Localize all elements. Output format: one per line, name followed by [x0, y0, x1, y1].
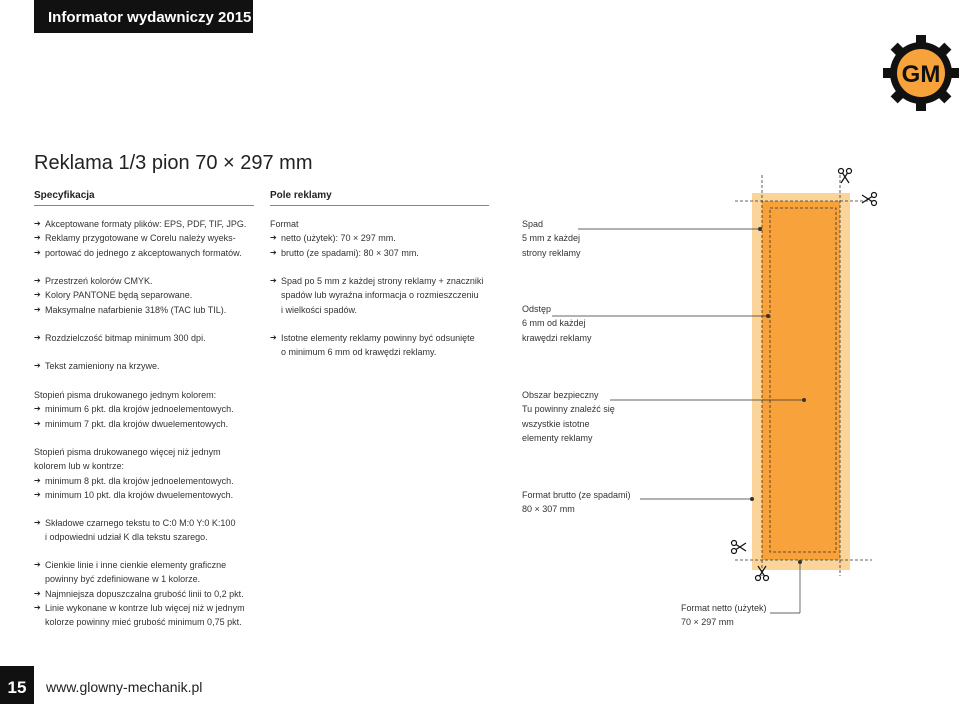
label-spad-title: Spad	[522, 219, 544, 229]
header-title: Informator wydawniczy 2015	[48, 9, 252, 26]
list-item: ➔ Spad po 5 mm z każdej strony reklamy + znaczniki	[270, 274, 483, 288]
scissors-icon	[839, 169, 852, 184]
spec-group-font-size-multi	[34, 445, 234, 502]
spec-group-black-text	[34, 516, 235, 545]
label-odstep-line: krawędzi reklamy	[522, 332, 592, 343]
label-obszar-title: Obszar bezpieczny	[522, 390, 599, 400]
list-item: ➔ Najmniejsza dopuszczalna grubość linii to 0,2 pkt.	[34, 587, 245, 601]
list-item: ➔ brutto (ze spadami): 80 × 307 mm.	[270, 246, 419, 260]
header-bar	[34, 0, 253, 33]
list-item-continuation: portować do jednego z akceptowanych formatów.	[45, 247, 242, 258]
list-item: ➔ Cienkie linie i inne cienkie elementy graficzne	[34, 558, 245, 572]
list-item-continuation: i odpowiedni udział K dla tekstu szarego.	[45, 532, 208, 543]
label-brutto-value: 80 × 307 mm	[522, 504, 575, 515]
list-item: ➔ Kolory PANTONE będą separowane.	[34, 288, 226, 302]
list-heading: Format	[270, 219, 299, 229]
footer-url[interactable]: www.glowny-mechanik.pl	[46, 679, 203, 695]
list-item: ➔ netto (użytek): 70 × 297 mm.	[270, 231, 419, 245]
scissors-icon	[732, 541, 747, 554]
list-item: ➔ minimum 8 pkt. dla krojów jednoelementowych.	[34, 474, 234, 488]
label-format-netto	[681, 601, 767, 630]
page-number: 15	[0, 666, 34, 704]
col-heading-pole-reklamy: Pole reklamy	[270, 190, 489, 206]
col-heading-specyfikacja: Specyfikacja	[34, 190, 254, 206]
label-odstep	[522, 302, 592, 345]
list-item: ➔ Akceptowane formaty plików: EPS, PDF, TIF, JPG.	[34, 217, 246, 231]
list-item: ➔ minimum 6 pkt. dla krojów jednoelementowych.	[34, 402, 234, 416]
trim-area	[762, 201, 840, 560]
spec-group-resolution	[34, 331, 206, 345]
label-obszar-line: Tu powinny znaleźć się	[522, 404, 615, 415]
label-netto-value: 70 × 297 mm	[681, 617, 734, 628]
spec-group-font-size-single	[34, 388, 234, 431]
scissors-icon	[862, 193, 877, 206]
label-odstep-title: Odstęp	[522, 304, 552, 314]
list-item: ➔ minimum 10 pkt. dla krojów dwuelementowych.	[34, 488, 234, 502]
gm-gear-logo-icon	[883, 35, 959, 111]
list-item: ➔ minimum 7 pkt. dla krojów dwuelementowych.	[34, 417, 234, 431]
safe-area	[770, 208, 836, 552]
list-heading: Stopień pisma drukowanego więcej niż jednym	[34, 447, 221, 457]
list-item-continuation: spadów lub wyraźna informacja o rozmieszczeniu	[281, 290, 479, 301]
label-odstep-line: 6 mm od każdej	[522, 318, 586, 329]
list-item-continuation: i wielkości spadów.	[281, 304, 358, 315]
label-spad-line: strony reklamy	[522, 247, 581, 258]
label-format-brutto	[522, 488, 631, 517]
list-item: ➔ Linie wykonane w kontrze lub więcej niż w jednym	[34, 601, 245, 615]
scissors-icon	[756, 566, 769, 581]
label-obszar-line: elementy reklamy	[522, 432, 593, 443]
list-heading: kolorem lub w kontrze:	[34, 461, 125, 472]
list-item: ➔ Istotne elementy reklamy powinny być odsunięte	[270, 331, 475, 345]
label-spad-line: 5 mm z każdej	[522, 233, 581, 244]
list-item: ➔ Przestrzeń kolorów CMYK.	[34, 274, 226, 288]
page-title: Reklama 1/3 pion 70 × 297 mm	[34, 152, 313, 174]
list-item: ➔ Rozdzielczość bitmap minimum 300 dpi.	[34, 331, 206, 345]
pole-group-format	[270, 217, 419, 260]
pole-group-margin	[270, 331, 475, 360]
pole-group-spad	[270, 274, 483, 317]
label-spad	[522, 217, 581, 260]
label-obszar-line: wszystkie istotne	[522, 418, 590, 429]
list-item-continuation: powinny być zdefiniowane w 1 kolorze.	[45, 574, 201, 585]
list-item-continuation: kolorze powinny mieć grubość minimum 0,75 pkt.	[45, 617, 242, 628]
spec-group-curves	[34, 359, 160, 373]
list-item: ➔ Reklamy przygotowane w Corelu należy wyeks-	[34, 231, 246, 245]
list-item-continuation: o minimum 6 mm od krawędzi reklamy.	[281, 347, 437, 358]
spec-group-formats	[34, 217, 246, 246]
list-item: ➔ Maksymalne nafarbienie 318% (TAC lub TIL).	[34, 303, 226, 317]
bleed-area	[752, 193, 850, 570]
label-brutto-title: Format brutto (ze spadami)	[522, 490, 631, 500]
list-heading: Stopień pisma drukowanego jednym kolorem:	[34, 390, 217, 400]
list-item: ➔ Tekst zamieniony na krzywe.	[34, 359, 160, 373]
spec-group-lines	[34, 558, 245, 629]
spec-group-colors	[34, 274, 226, 317]
svg-text:GM: GM	[901, 61, 941, 88]
list-item: ➔ Składowe czarnego tekstu to C:0 M:0 Y:0 K:100	[34, 516, 235, 530]
label-obszar-bezpieczny	[522, 388, 615, 445]
label-netto-title: Format netto (użytek)	[681, 603, 767, 613]
